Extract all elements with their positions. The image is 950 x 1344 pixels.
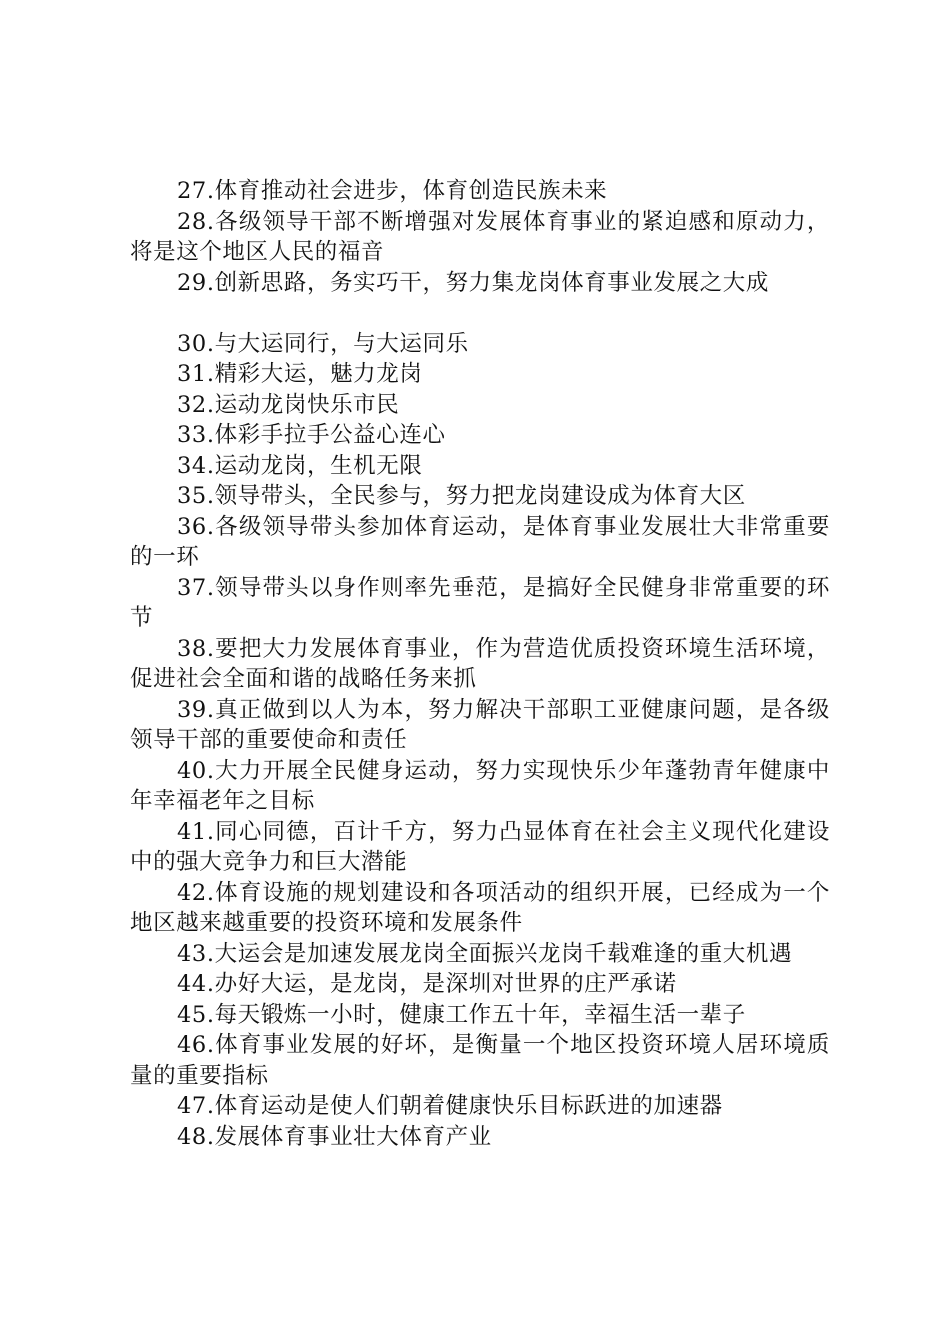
- slogan-43: 43.大运会是加速发展龙岗全面振兴龙岗千载难逢的重大机遇: [177, 940, 793, 967]
- document-body: [130, 176, 830, 1152]
- slogan-29: 29.创新思路，务实巧干，努力集龙岗体育事业发展之大成: [177, 269, 769, 296]
- slogan-33: 33.体彩手拉手公益心连心: [177, 422, 446, 448]
- slogan-28: 28.各级领导干部不断增强对发展体育事业的紧迫感和原动力，将是这个地区人民的福音: [130, 208, 830, 265]
- slogan-45: 45.每天锻炼一小时，健康工作五十年，幸福生活一辈子: [177, 1001, 746, 1028]
- slogan-42: 42.体育设施的规划建设和各项活动的组织开展，已经成为一个地区越来越重要的投资环境和发展条件: [130, 879, 830, 936]
- slogan-27: 27.体育推动社会进步，体育创造民族未来: [177, 178, 608, 204]
- slogan-46: 46.体育事业发展的好坏，是衡量一个地区投资环境人居环境质量的重要指标: [130, 1032, 830, 1089]
- slogan-35: 35.领导带头，全民参与，努力把龙岗建设成为体育大区: [177, 483, 746, 509]
- slogan-32: 32.运动龙岗快乐市民: [177, 391, 400, 418]
- slogan-44: 44.办好大运，是龙岗，是深圳对世界的庄严承诺: [177, 971, 677, 997]
- slogan-47: 47.体育运动是使人们朝着健康快乐目标跃进的加速器: [177, 1093, 723, 1119]
- slogan-30: 30.与大运同行，与大运同乐: [177, 330, 469, 357]
- slogan-37: 37.领导带头以身作则率先垂范，是搞好全民健身非常重要的环节: [130, 574, 830, 631]
- slogan-36: 36.各级领导带头参加体育运动，是体育事业发展壮大非常重要的一环: [130, 513, 830, 570]
- slogan-34: 34.运动龙岗，生机无限: [177, 452, 423, 479]
- slogan-38: 38.要把大力发展体育事业，作为营造优质投资环境生活环境，促进社会全面和谐的战略任务来抓: [130, 635, 830, 692]
- slogan-41: 41.同心同德，百计千方，努力凸显体育在社会主义现代化建设中的强大竞争力和巨大潜能: [130, 818, 830, 875]
- slogan-39: 39.真正做到以人为本，努力解决干部职工亚健康问题，是各级领导干部的重要使命和责任: [130, 696, 830, 753]
- slogan-40: 40.大力开展全民健身运动，努力实现快乐少年蓬勃青年健康中年幸福老年之目标: [130, 757, 830, 814]
- slogan-48: 48.发展体育事业壮大体育产业: [177, 1123, 492, 1150]
- slogan-31: 31.精彩大运，魅力龙岗: [177, 361, 423, 387]
